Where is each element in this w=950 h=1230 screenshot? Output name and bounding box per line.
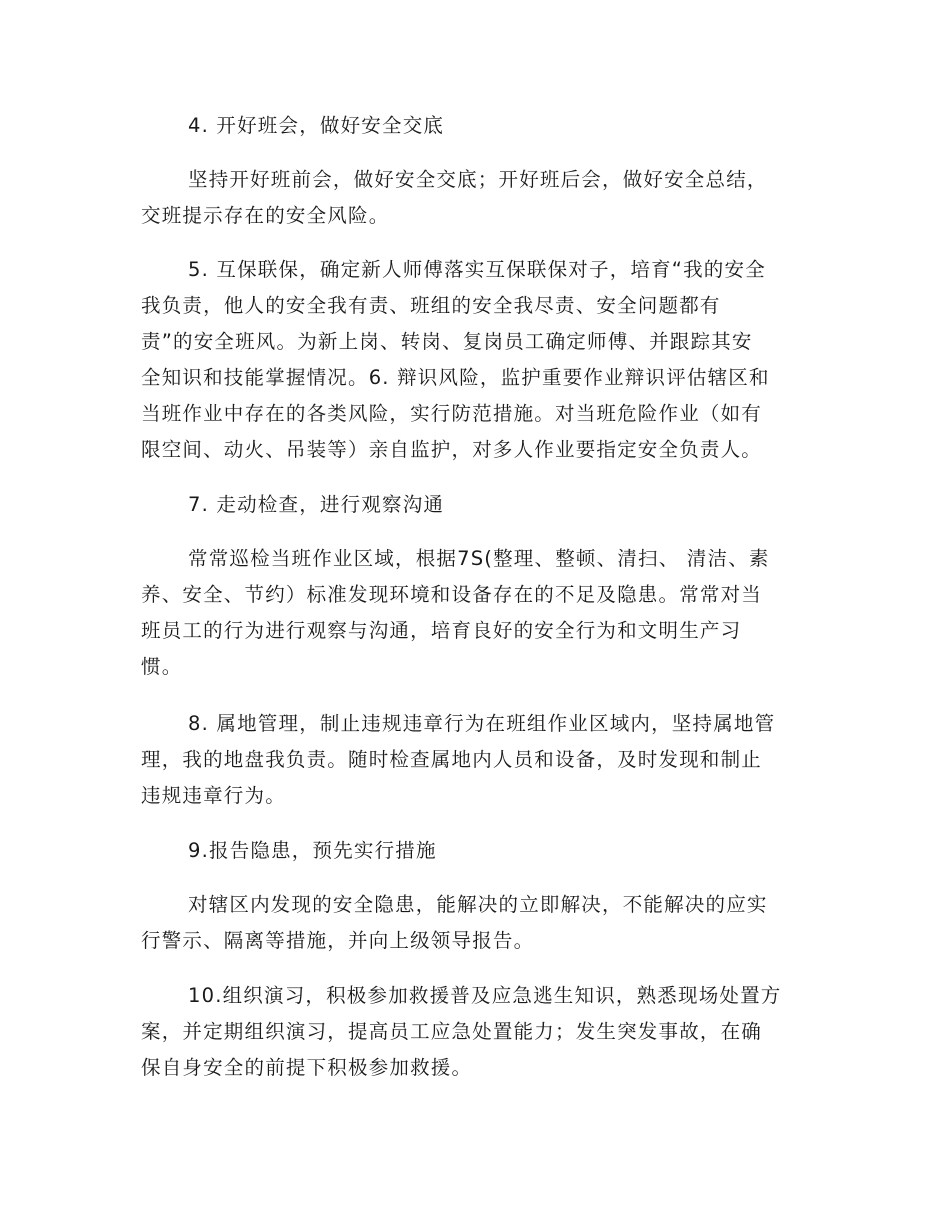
text-line: 4. 开好班会，做好安全交底	[188, 114, 445, 137]
text-line: 坚持开好班前会，做好安全交底；开好班后会，做好安全总结，	[188, 168, 768, 191]
text-line: 惯。	[141, 655, 183, 678]
paragraph-10	[141, 978, 811, 1086]
text-line: 9.报告隐患，预先实行措施	[188, 839, 437, 862]
paragraph-4-heading	[141, 108, 811, 144]
paragraph-9-body	[141, 887, 811, 959]
text-line: 交班提示存在的安全风险。	[141, 204, 390, 227]
text-line: 责”的安全班风。为新上岗、转岗、复岗员工确定师傅、并跟踪其安	[141, 330, 753, 353]
text-line: 我负责，他人的安全我有责、班组的安全我尽责、安全问题都有	[141, 294, 721, 317]
text-line: 全知识和技能掌握情况。6. 辩识风险，监护重要作业辩识评估辖区和	[141, 366, 770, 389]
text-line: 保自身安全的前提下积极参加救援。	[141, 1056, 473, 1079]
text-line: 7. 走动检查，进行观察沟通	[188, 493, 445, 516]
text-line: 养、安全、节约）标准发现环境和设备存在的不足及隐患。常常对当	[141, 583, 763, 606]
paragraph-7-heading	[141, 487, 811, 523]
text-line: 行警示、隔离等措施，并向上级领导报告。	[141, 929, 535, 952]
paragraph-8	[141, 706, 811, 814]
text-line: 理，我的地盘我负责。随时检查属地内人员和设备，及时发现和制止	[141, 748, 763, 771]
paragraph-5-6	[141, 252, 811, 468]
text-line: 5. 互保联保，确定新人师傅落实互保联保对子，培育“我的安全	[188, 258, 766, 281]
paragraph-7-body	[141, 541, 811, 685]
text-line: 案，并定期组织演习，提高员工应急处置能力；发生突发事故，在确	[141, 1020, 763, 1043]
text-line: 常常巡检当班作业区域，根据7S(整理、整顿、清扫、 清洁、素	[188, 547, 770, 570]
text-line: 违规违章行为。	[141, 784, 286, 807]
paragraph-9-heading	[141, 833, 811, 869]
text-line: 当班作业中存在的各类风险，实行防范措施。对当班危险作业（如有	[141, 402, 763, 425]
text-line: 8. 属地管理，制止违规违章行为在班组作业区域内，坚持属地管	[188, 712, 776, 735]
text-line: 10.组织演习，积极参加救援普及应急逃生知识，熟悉现场处置方	[188, 984, 782, 1007]
text-line: 班员工的行为进行观察与沟通，培育良好的安全行为和文明生产习	[141, 619, 742, 642]
text-line: 对辖区内发现的安全隐患，能解决的立即解决，不能解决的应实	[188, 893, 768, 916]
text-line: 限空间、动火、吊装等）亲自监护，对多人作业要指定安全负责人。	[141, 438, 763, 461]
paragraph-4-body	[141, 162, 811, 234]
